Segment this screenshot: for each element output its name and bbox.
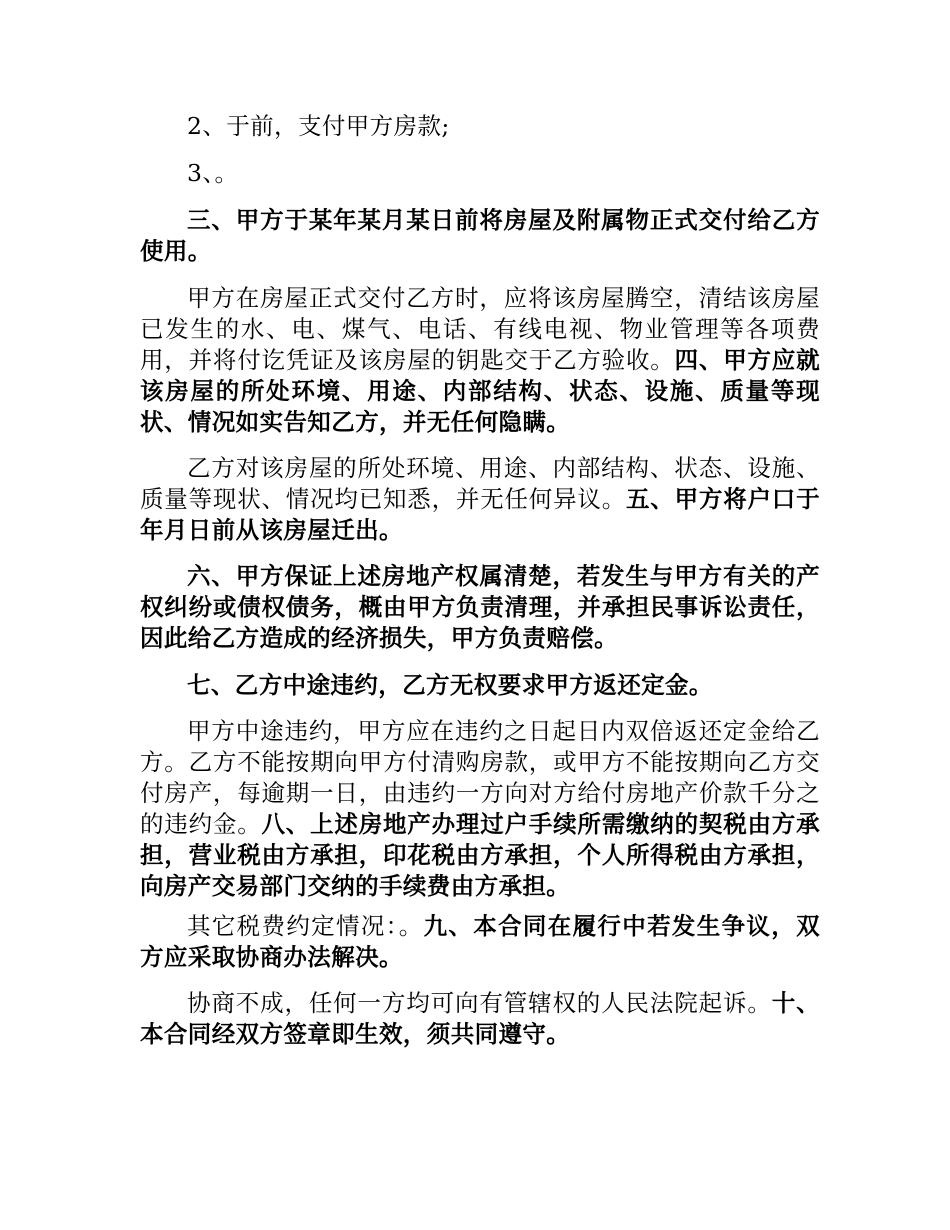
clause-heading: 七、乙方中途违约，乙方无权要求甲方返还定金。 — [187, 671, 713, 699]
paragraph-property-status — [140, 453, 820, 546]
text-segment: 3、。 — [187, 159, 239, 187]
paragraph-delivery-terms — [140, 283, 820, 438]
paragraph-other-taxes — [140, 911, 820, 973]
text-segment: 协商不成，任何一方均可向有管辖权的人民法院起诉。 — [187, 989, 772, 1017]
text-segment: 2、于前，支付甲方房款; — [187, 112, 450, 140]
paragraph-clause-6 — [140, 561, 820, 654]
clause-heading: 四、甲方应就该房屋的所处环境、用途、内部结构、状态、设施、质量等现状、情况如实告知乙方，并无任何隐瞒。 — [140, 346, 820, 436]
clause-heading: 十、本合同经双方签章即生效，须共同遵守。 — [140, 989, 820, 1048]
clause-heading: 三、甲方于某年某月某日前将房屋及附属物正式交付给乙方使用。 — [140, 206, 820, 265]
clause-heading: 五、甲方将户口于年月日前从该房屋迁出。 — [140, 485, 820, 544]
clause-heading: 九、本合同在履行中若发生争议，双方应采取协商办法解决。 — [140, 912, 820, 971]
text-segment: 甲方在房屋正式交付乙方时，应将该房屋腾空，清结该房屋已发生的水、电、煤气、电话、有线电视、物业管理等各项费用，并将付讫凭证及该房屋的钥匙交于乙方验收。 — [140, 284, 820, 374]
paragraph-breach-terms — [140, 716, 820, 902]
paragraph-clause-7 — [140, 670, 820, 701]
paragraph-payment-item-2 — [140, 111, 820, 142]
paragraph-clause-3 — [140, 205, 820, 267]
text-segment: 甲方中途违约，甲方应在违约之日起日内双倍返还定金给乙方。乙方不能按期向甲方付清购房款，或甲方不能按期向乙方交付房产，每逾期一日，由违约一方向对方给付房地产价款千分之的违约金。 — [140, 717, 820, 838]
text-segment: 其它税费约定情况：。 — [187, 912, 424, 940]
clause-heading: 六、甲方保证上述房地产权属清楚，若发生与甲方有关的产权纠纷或债权债务，概由甲方负责清理，并承担民事诉讼责任，因此给乙方造成的经济损失，甲方负责赔偿。 — [140, 562, 820, 652]
paragraph-payment-item-3 — [140, 158, 820, 189]
clause-heading: 八、上述房地产办理过户手续所需缴纳的契税由方承担，营业税由方承担，印花税由方承担，个人所得税由方承担，向房产交易部门交纳的手续费由方承担。 — [140, 810, 820, 900]
paragraph-dispute-resolution — [140, 988, 820, 1050]
text-segment: 乙方对该房屋的所处环境、用途、内部结构、状态、设施、质量等现状、情况均已知悉，并无任何异议。 — [140, 454, 820, 513]
